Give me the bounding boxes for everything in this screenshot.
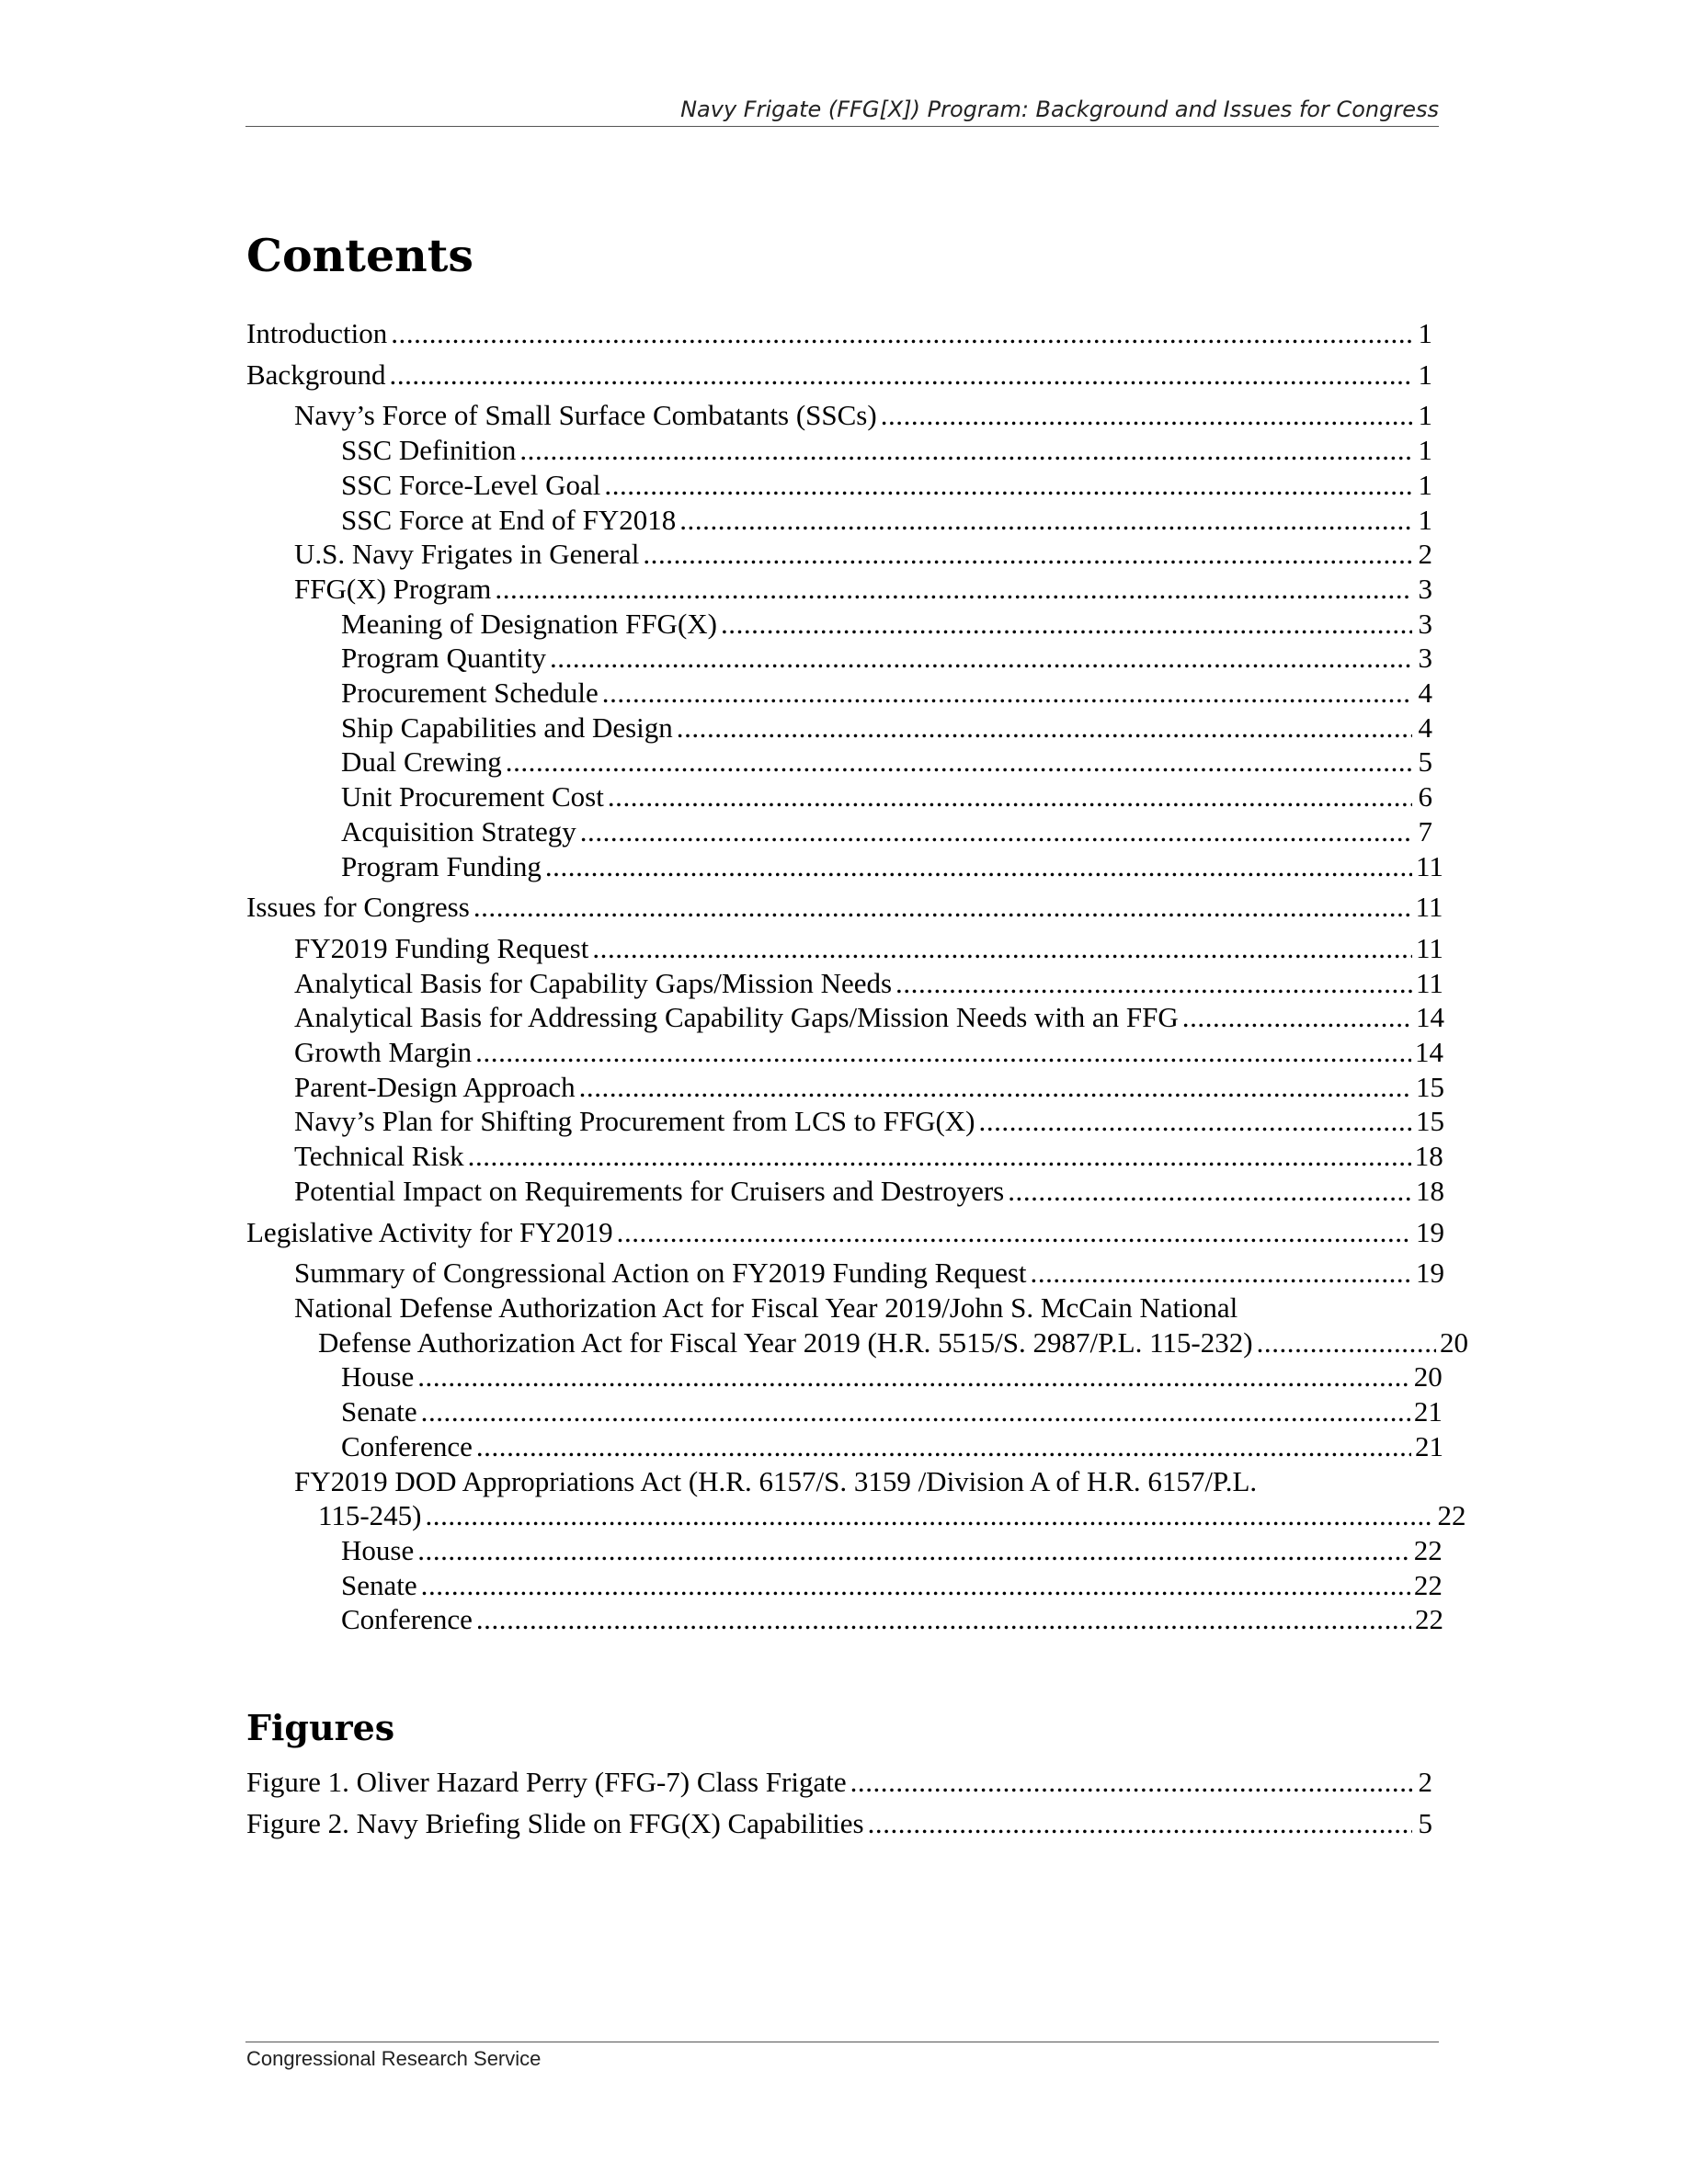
dot-leader [545, 849, 1412, 884]
toc-entry-text: Growth Margin [294, 1036, 473, 1069]
toc-page-number: 15 [1416, 1105, 1444, 1138]
toc-page-number: 3 [1418, 607, 1432, 640]
dot-leader [468, 1139, 1411, 1174]
toc-entry-text: Analytical Basis for Addressing Capability Gaps/Mission Needs with an FFG [294, 1001, 1179, 1034]
dot-leader [617, 1215, 1412, 1250]
toc-page-number: 18 [1416, 1174, 1444, 1207]
toc-page-number: 3 [1418, 572, 1432, 605]
toc-entry-text-continued: 115-245) [318, 1499, 422, 1532]
toc-entry[interactable] [246, 1533, 1443, 1568]
toc-entry-text: Potential Impact on Requirements for Cruisers and Destroyers [294, 1174, 1005, 1207]
toc-entry[interactable] [246, 1104, 1444, 1139]
toc-entry-text: U.S. Navy Frigates in General [294, 538, 640, 571]
toc-entry[interactable] [246, 537, 1432, 572]
toc-page-number: 1 [1418, 399, 1432, 432]
toc-entry[interactable] [246, 1291, 1468, 1359]
dot-leader [677, 711, 1412, 745]
toc-page-number: 20 [1413, 1360, 1443, 1393]
toc-page-number: 15 [1416, 1070, 1444, 1103]
toc-entry-text: House [341, 1360, 415, 1393]
contents-title: Contents [246, 229, 473, 282]
toc-entry[interactable] [246, 1602, 1443, 1637]
toc-entry[interactable] [246, 676, 1432, 711]
toc-page-number: 11 [1416, 966, 1443, 999]
toc-entry-text: National Defense Authorization Act for Fiscal Year 2019/John S. McCain National [294, 1291, 1238, 1324]
toc-entry[interactable] [246, 358, 1432, 392]
toc-page-number: 1 [1418, 468, 1432, 501]
toc-entry-text: Acquisition Strategy [341, 814, 576, 847]
toc-entry[interactable] [246, 1215, 1444, 1250]
toc-page-number: 4 [1418, 677, 1432, 710]
toc-page-number: 2 [1418, 1766, 1432, 1798]
running-header: Navy Frigate (FFG[X]) Program: Background and Issues for Congress [680, 97, 1439, 122]
toc-page-number: 1 [1418, 503, 1432, 536]
toc-entry-text: Unit Procurement Cost [341, 780, 604, 813]
toc-entry[interactable] [246, 931, 1443, 966]
toc-entry[interactable] [246, 849, 1443, 884]
toc-entry[interactable] [246, 1070, 1444, 1105]
toc-entry-text: SSC Force at End of FY2018 [341, 503, 677, 536]
toc-entry-text: Technical Risk [294, 1140, 464, 1173]
dot-leader [602, 676, 1412, 711]
toc-entry[interactable] [246, 1394, 1443, 1429]
dot-leader [592, 931, 1412, 966]
dot-leader [979, 1104, 1412, 1139]
toc-entry[interactable] [246, 398, 1432, 433]
toc-page-number: 14 [1416, 1001, 1444, 1034]
toc-entry-text: Background [246, 358, 386, 391]
toc-page-number: 6 [1418, 780, 1432, 813]
toc-entry[interactable] [246, 1000, 1444, 1035]
toc-entry[interactable] [246, 607, 1432, 642]
dot-leader [476, 1602, 1411, 1637]
dot-leader [721, 607, 1412, 642]
toc-entry[interactable] [246, 966, 1443, 1001]
toc-entry[interactable] [246, 1174, 1444, 1209]
toc-page-number: 22 [1413, 1533, 1443, 1566]
toc-entry-text: House [341, 1533, 415, 1566]
toc-page-number: 5 [1418, 1806, 1432, 1839]
toc-entry-text: SSC Definition [341, 434, 517, 467]
toc-entry-text: Navy’s Force of Small Surface Combatants (SSCs) [294, 399, 877, 432]
toc-page-number: 7 [1418, 814, 1432, 847]
toc-page-number: 4 [1418, 711, 1432, 744]
figures-title: Figures [246, 1707, 395, 1748]
toc-entry[interactable] [246, 572, 1432, 607]
dot-leader [390, 358, 1412, 392]
toc-entry[interactable] [246, 1139, 1443, 1174]
dot-leader [495, 572, 1412, 607]
toc-page-number: 19 [1416, 1215, 1444, 1248]
toc-entry[interactable] [246, 1359, 1443, 1394]
toc-entry-text: Parent-Design Approach [294, 1070, 576, 1103]
dot-leader [580, 814, 1412, 849]
dot-leader [506, 745, 1412, 779]
toc-entry[interactable] [246, 641, 1432, 676]
toc-page-number: 1 [1418, 317, 1432, 349]
toc-entry[interactable] [246, 468, 1432, 503]
toc-page-number: 22 [1414, 1603, 1443, 1636]
dot-leader [473, 890, 1412, 925]
dot-leader [579, 1070, 1412, 1105]
toc-page-number: 11 [1415, 891, 1443, 924]
table-of-contents [246, 316, 1468, 1637]
toc-entry-text: FY2019 Funding Request [294, 931, 589, 964]
list-of-figures [246, 1765, 1432, 1840]
toc-entry-text: Ship Capabilities and Design [341, 711, 673, 744]
toc-entry[interactable] [246, 890, 1443, 925]
toc-page-number: 2 [1418, 538, 1432, 571]
toc-entry[interactable] [246, 316, 1432, 351]
dot-leader [868, 1806, 1412, 1841]
toc-entry[interactable] [246, 779, 1432, 814]
toc-entry-text: Program Quantity [341, 642, 546, 675]
toc-entry-text: FFG(X) Program [294, 572, 492, 605]
toc-entry-text: Procurement Schedule [341, 677, 599, 710]
dot-leader [1031, 1256, 1412, 1291]
dot-leader [604, 468, 1412, 503]
toc-page-number: 11 [1416, 849, 1443, 882]
dot-leader [881, 398, 1412, 433]
toc-entry-text: Senate [341, 1568, 417, 1601]
dot-leader [519, 433, 1412, 468]
header-rule [245, 126, 1439, 127]
dot-leader [850, 1765, 1412, 1800]
toc-entry[interactable] [246, 1765, 1432, 1800]
toc-page-number: 3 [1418, 642, 1432, 675]
toc-page-number: 11 [1416, 931, 1443, 964]
toc-entry-text: FY2019 DOD Appropriations Act (H.R. 6157/S. 3159 /Division A of H.R. 6157/P.L. [294, 1464, 1258, 1497]
toc-entry[interactable] [246, 1464, 1466, 1533]
toc-entry-text: Program Funding [341, 849, 542, 882]
dot-leader [1257, 1325, 1436, 1360]
toc-page-number: 21 [1414, 1429, 1443, 1462]
toc-entry-text: SSC Force-Level Goal [341, 468, 601, 501]
dot-leader [643, 537, 1412, 572]
dot-leader [417, 1359, 1410, 1394]
toc-entry-text-continued: Defense Authorization Act for Fiscal Year 2019 (H.R. 5515/S. 2987/P.L. 115-232) [318, 1325, 1253, 1359]
toc-entry-text: Summary of Congressional Action on FY2019 Funding Request [294, 1257, 1027, 1290]
toc-entry[interactable] [246, 1568, 1443, 1603]
toc-entry-text: Meaning of Designation FFG(X) [341, 607, 717, 640]
dot-leader [608, 779, 1412, 814]
dot-leader [475, 1035, 1411, 1070]
dot-leader [895, 966, 1412, 1001]
dot-leader [550, 641, 1412, 676]
dot-leader [421, 1568, 1410, 1603]
toc-page-number: 1 [1418, 434, 1432, 467]
toc-entry-text: Legislative Activity for FY2019 [246, 1215, 613, 1248]
toc-entry-text: Figure 1. Oliver Hazard Perry (FFG-7) Class Frigate [246, 1766, 847, 1798]
dot-leader [476, 1429, 1411, 1464]
toc-page-number: 22 [1437, 1499, 1466, 1532]
toc-entry[interactable] [246, 1429, 1443, 1464]
toc-entry[interactable] [246, 814, 1432, 849]
toc-entry-text: Navy’s Plan for Shifting Procurement from LCS to FFG(X) [294, 1105, 975, 1138]
toc-page-number: 1 [1418, 358, 1432, 391]
dot-leader [1182, 1000, 1412, 1035]
toc-page-number: 19 [1416, 1257, 1444, 1290]
toc-entry[interactable] [246, 745, 1432, 779]
dot-leader [391, 316, 1412, 351]
footer: Congressional Research Service [246, 2047, 542, 2070]
toc-entry[interactable] [246, 1256, 1444, 1291]
toc-page-number: 5 [1418, 745, 1432, 779]
dot-leader [421, 1394, 1410, 1429]
toc-entry[interactable] [246, 433, 1432, 468]
toc-entry[interactable] [246, 1806, 1432, 1841]
dot-leader [417, 1533, 1410, 1568]
dot-leader [679, 503, 1412, 538]
toc-page-number: 14 [1414, 1036, 1443, 1069]
toc-page-number: 21 [1413, 1395, 1443, 1428]
toc-entry-text: Conference [341, 1603, 473, 1636]
toc-entry-text: Analytical Basis for Capability Gaps/Mission Needs [294, 966, 893, 999]
toc-entry-text: Senate [341, 1395, 417, 1428]
toc-entry-text: Figure 2. Navy Briefing Slide on FFG(X) Capabilities [246, 1806, 864, 1839]
toc-entry[interactable] [246, 503, 1432, 538]
toc-entry[interactable] [246, 711, 1432, 745]
toc-entry-text: Issues for Congress [246, 891, 470, 924]
toc-entry-text: Introduction [246, 317, 388, 349]
toc-entry-text: Conference [341, 1429, 473, 1462]
toc-entry-text: Dual Crewing [341, 745, 502, 779]
toc-page-number: 18 [1414, 1140, 1443, 1173]
toc-page-number: 20 [1440, 1325, 1468, 1359]
dot-leader [426, 1498, 1434, 1533]
toc-entry[interactable] [246, 1035, 1443, 1070]
dot-leader [1008, 1174, 1412, 1209]
toc-page-number: 22 [1413, 1568, 1443, 1601]
